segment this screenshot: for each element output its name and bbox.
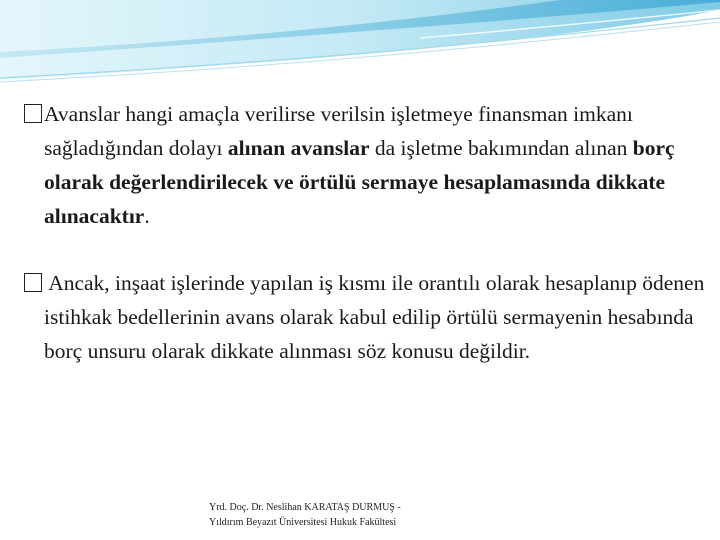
paragraph-2-text: Ancak, inşaat işlerinde yapılan iş kısmı ile orantılı olarak hesaplanıp ödenen istihkak bedellerinin avans olarak kabul edilip örtülü sermayenin hesabında borç unsuru olarak dikkate alınması söz konusu değildir. — [44, 271, 705, 363]
paragraph-advances — [24, 97, 716, 233]
footer-line-2: Yıldırım Beyazıt Üniversitesi Hukuk Fakültesi — [209, 517, 397, 528]
paragraph-1-text-1: Avanslar hangi amaçla verilirse verilsin işletmeye finansman imkanı sağladığından dolayı — [44, 102, 633, 160]
header-wave-decoration — [0, 0, 720, 90]
square-bullet-icon — [24, 273, 42, 292]
paragraph-1-bold-1: alınan avanslar — [227, 136, 370, 160]
square-bullet-icon — [24, 104, 42, 123]
paragraph-1-text-3: . — [144, 204, 150, 228]
footer-author — [209, 500, 401, 530]
paragraph-construction — [24, 266, 716, 368]
paragraph-1-bold-2: borç olarak değerlendirilecek ve örtülü sermaye hesaplamasında dikkate alınacaktır — [44, 136, 675, 228]
paragraph-1-text-2: da işletme bakımından alınan — [369, 136, 633, 160]
footer-line-1: Yrd. Doç. Dr. Neslihan KARATAŞ DURMUŞ - — [209, 502, 401, 513]
